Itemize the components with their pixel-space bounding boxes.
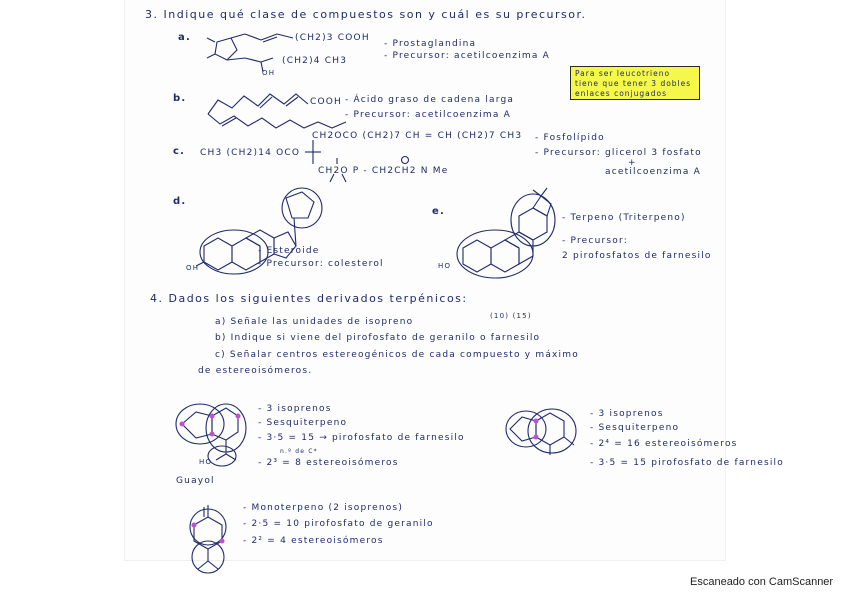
q4-title: 4. Dados los siguientes derivados terpénicos: [150,292,468,305]
q3a-precursor: - Precursor: acetilcoenzima A [384,51,550,61]
note-line-1: Para ser leucotrieno [575,69,671,78]
q3-title: 3. Indique qué clase de compuestos son y cuál es su precursor. [145,8,587,21]
fatty-acid-structure [200,88,350,133]
m3-line-3: - 2² = 4 estereoisómeros [243,536,384,546]
q3b-cooh: COOH [310,97,343,107]
q3c-class: - Fosfolípido [535,133,605,143]
q3e-class: - Terpeno (Triterpeno) [562,213,686,223]
m1-name: Guayol [176,476,215,486]
triterpene-structure [455,190,555,280]
q4b-text: b) Indique si viene del pirofosfato de geranilo o farnesilo [215,333,541,343]
q3e-precursor-2: 2 pirofosfatos de farnesilo [562,251,712,261]
camscanner-watermark: Escaneado con CamScanner [690,576,834,588]
q3d-class: - Esteroide [258,246,320,256]
q3c-plus: + [628,158,637,168]
q3a-label: a. [178,32,191,43]
q4a-text: a) Señale las unidades de isopreno [215,317,414,327]
q3d-oh: OH [186,264,200,272]
q4a-numbers: (10) (15) [490,312,532,320]
q3c-label: c. [173,146,186,157]
m1-line-3: - 3·5 = 15 → pirofosfato de farnesilo [258,433,465,443]
m1-superscript: n.º de C* [280,448,318,455]
q3a-frag1: (CH2)3 COOH [295,33,370,43]
q3c-phosphate: CH2O P - CH2CH2 N Me [318,166,449,176]
sesquiterpene-structure [502,405,582,460]
q3d-label: d. [173,196,187,207]
q3c-precursor: - Precursor: glicerol 3 fosfato [535,148,702,158]
q3d-precursor: - Precursor: colesterol [258,259,384,269]
q3c-chain-top: CH2OCO (CH2)7 CH = CH (CH2)7 CH3 [312,131,523,141]
q4c-text-2: de estereoisómeros. [198,366,313,376]
note-line-2: tiene que tener 3 dobles [575,79,692,88]
m1-line-2: - Sesquiterpeno [258,418,348,428]
q3e-ho: HO [438,262,452,270]
m1-ho: HO [199,458,213,466]
m2-line-2: - Sesquiterpeno [590,423,680,433]
m2-line-3: - 2⁴ = 16 estereoisómeros [590,439,738,449]
q3c-chain-left: CH3 (CH2)14 OCO [200,148,301,158]
q3a-frag2: (CH2)4 CH3 [282,56,348,66]
q3e-label: e. [432,206,445,217]
monoterpene-structure [180,505,240,580]
note-line-3: enlaces conjugados [575,89,667,98]
q3b-precursor: - Precursor: acetilcoenzima A [345,110,511,120]
q3e-precursor: - Precursor: [562,236,628,246]
m2-line-1: - 3 isoprenos [590,409,664,419]
q3c-precursor-2: acetilcoenzima A [605,167,701,177]
m1-line-1: - 3 isoprenos [258,404,332,414]
sticky-note [570,66,700,100]
q3b-label: b. [173,93,187,104]
m3-line-2: - 2·5 = 10 pirofosfato de geranilo [243,519,434,529]
m1-line-4: - 2³ = 8 estereoisómeros [258,458,399,468]
m3-line-1: - Monoterpeno (2 isoprenos) [243,503,404,513]
m2-line-4: - 3·5 = 15 pirofosfato de farnesilo [590,458,784,468]
q3a-oh: OH [262,69,276,77]
q3b-class: - Ácido graso de cadena larga [345,95,515,105]
q4c-text: c) Señalar centros estereogénicos de cada compuesto y máximo [215,350,579,360]
q3a-class: - Prostaglandina [384,39,477,49]
